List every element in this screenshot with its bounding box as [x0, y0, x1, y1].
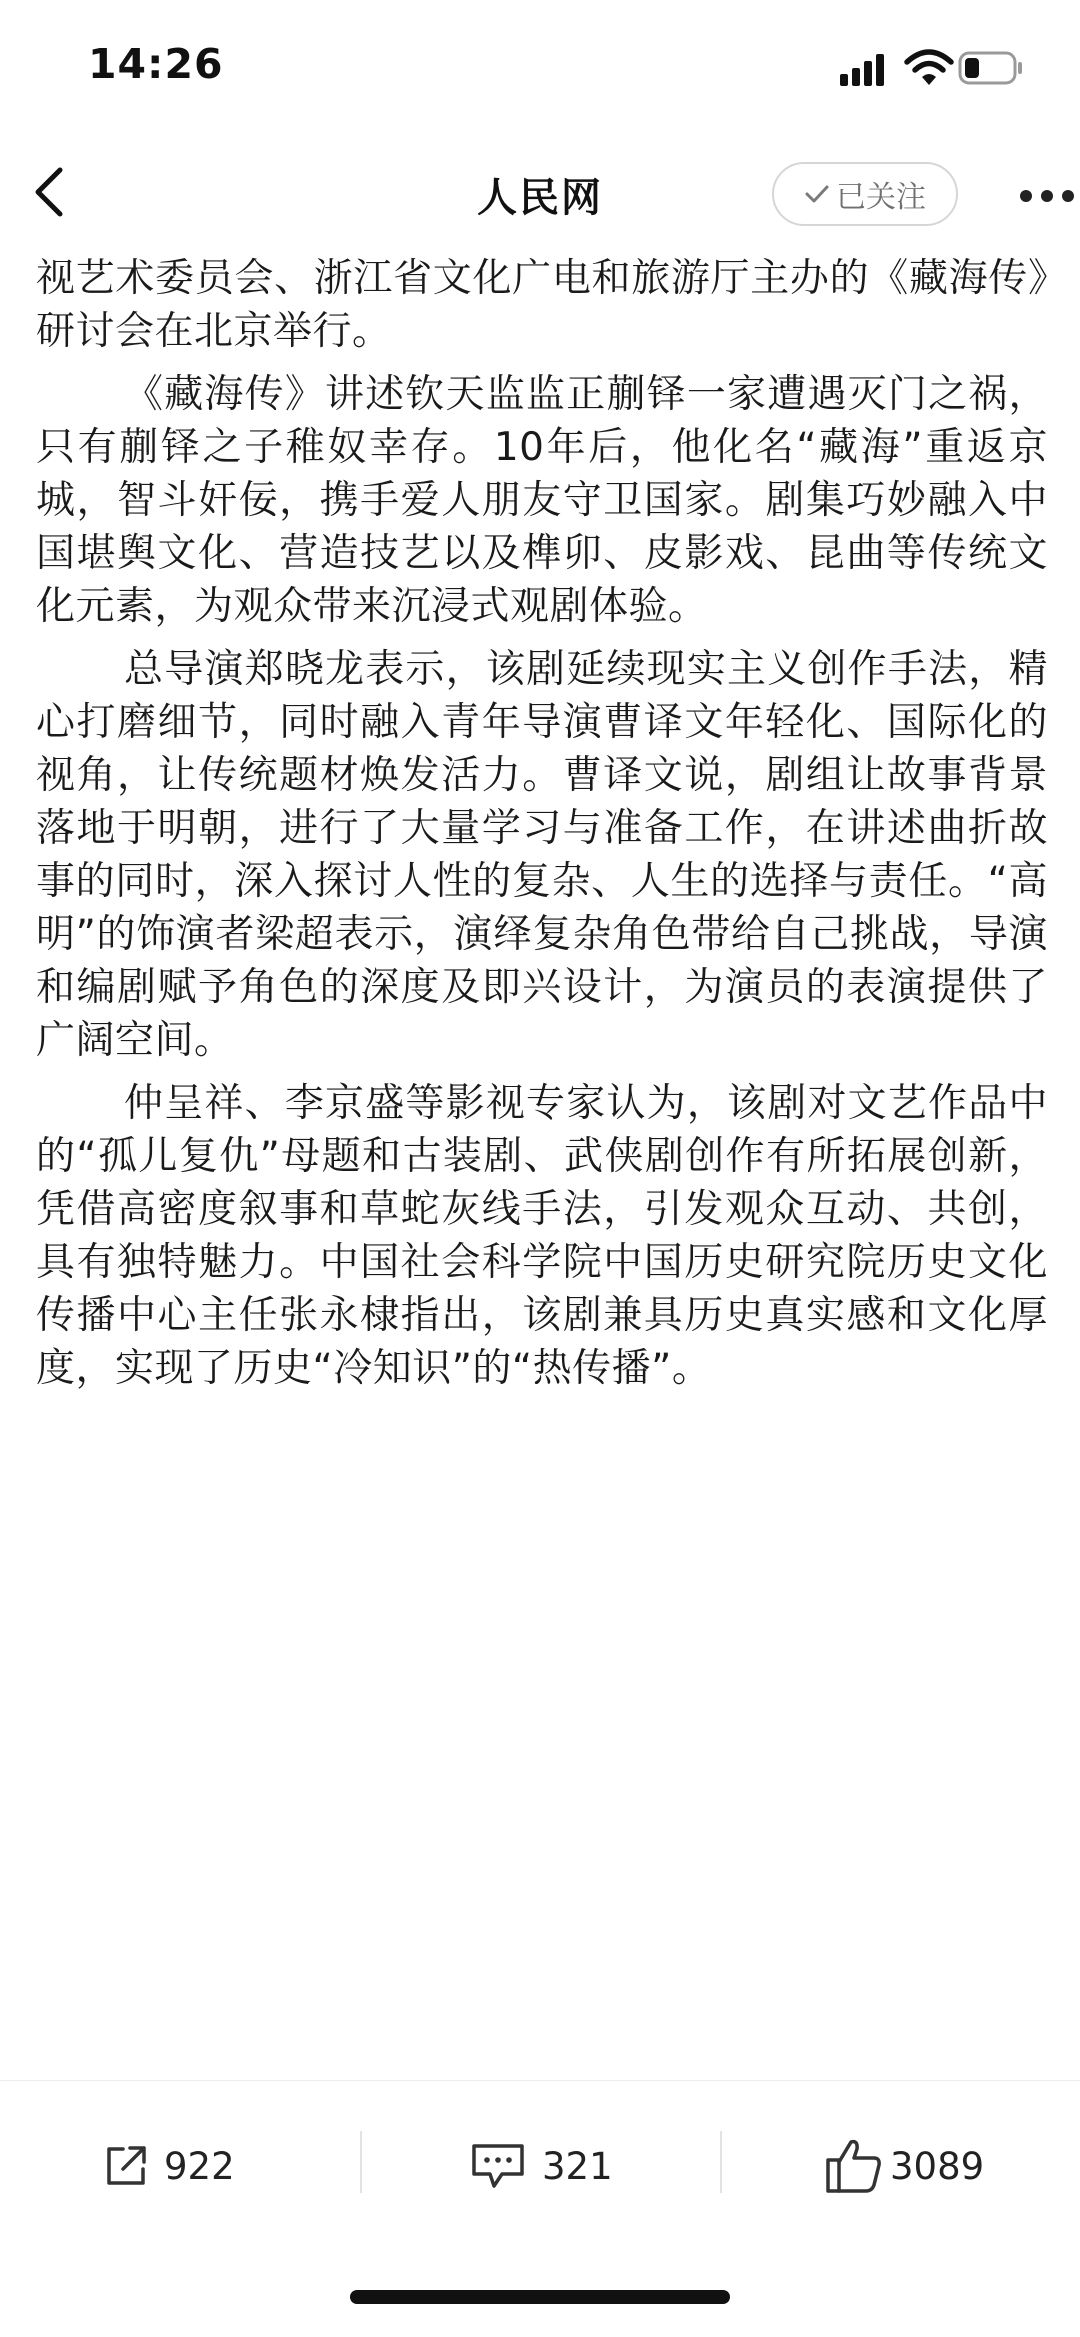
more-options-icon[interactable] [1018, 188, 1076, 204]
article-paragraph: 《藏海传》讲述钦天监监正蒯铎一家遭遇灭门之祸，只有蒯铎之子稚奴幸存。10年后，他化名“藏海”重返京城，智斗奸佞，携手爱人朋友守卫国家。剧集巧妙融入中国堪舆文化、营造技艺以及榫卯、皮影戏、昆曲等传统文化元素，为观众带来沉浸式观剧体验。 [36, 372, 1048, 629]
wifi-icon [904, 48, 954, 88]
follow-button[interactable] [772, 162, 958, 226]
navigation-bar [0, 140, 1080, 252]
home-indicator[interactable] [350, 2290, 730, 2304]
follow-button-label: 已关注 [836, 180, 926, 215]
like-button[interactable] [824, 2081, 984, 2251]
back-arrow-icon[interactable] [26, 162, 70, 222]
article-paragraph: 总导演郑晓龙表示，该剧延续现实主义创作手法，精心打磨细节，同时融入青年导演曹译文年轻化、国际化的视角，让传统题材焕发活力。曹译文说，剧组让故事背景落地于明朝，进行了大量学习与准备工作，在讲述曲折故事的同时，深入探讨人性的复杂、人生的选择与责任。“高明”的饰演者梁超表示，演绎复杂角色带给自己挑战，导演和编剧赋予角色的深度及即兴设计，为演员的表演提供了广阔空间。 [36, 647, 1048, 1063]
article-paragraph: 仲呈祥、李京盛等影视专家认为，该剧对文艺作品中的“孤儿复仇”母题和古装剧、武侠剧创作有所拓展创新，凭借高密度叙事和草蛇灰线手法，引发观众互动、共创，具有独特魅力。中国社会科学院中国历史研究院历史文化传播中心主任张永棣指出，该剧兼具历史真实感和文化厚度，实现了历史“冷知识”的“热传播”。 [36, 1081, 1048, 1391]
action-divider [360, 2131, 362, 2193]
like-count: 3089 [890, 2144, 985, 2188]
action-divider [720, 2131, 722, 2193]
share-icon [104, 2144, 150, 2188]
comment-count: 321 [542, 2144, 613, 2188]
article-paragraph: 视艺术委员会、浙江省文化广电和旅游厅主办的《藏海传》研讨会在北京举行。 [36, 256, 1048, 354]
comment-icon [468, 2142, 528, 2190]
page-title: 人民网 [477, 175, 603, 221]
share-button[interactable] [104, 2081, 235, 2251]
checkmark-icon [804, 183, 830, 205]
bottom-action-bar [0, 2080, 1080, 2251]
thumbs-up-icon [824, 2137, 884, 2195]
article-body [36, 252, 1048, 1405]
comment-button[interactable] [468, 2081, 613, 2251]
share-count: 922 [164, 2144, 235, 2188]
status-bar [0, 0, 1080, 140]
battery-icon [958, 50, 1024, 86]
cellular-signal-icon [838, 52, 890, 88]
status-time: 14:26 [88, 40, 224, 88]
